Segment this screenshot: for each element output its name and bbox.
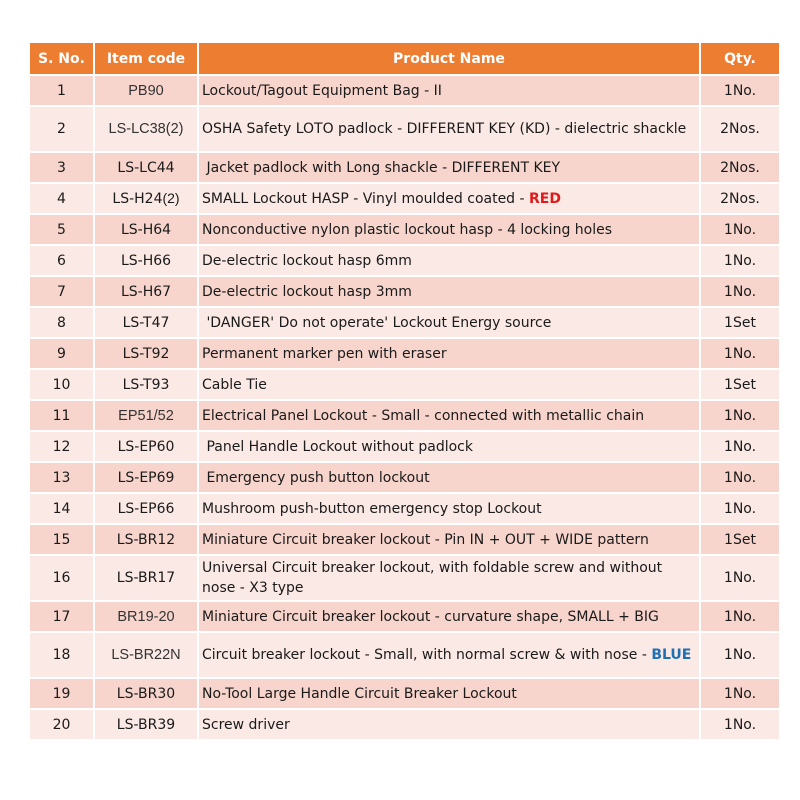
quantity: 1No. [701, 432, 779, 461]
serial-number: 10 [30, 370, 93, 399]
product-name [199, 246, 699, 275]
table-row [30, 463, 779, 492]
product-name [199, 525, 699, 554]
product-name [199, 370, 699, 399]
item-code [95, 556, 197, 600]
serial-number: 2 [30, 107, 93, 151]
serial-number: 9 [30, 339, 93, 368]
item-code [95, 76, 197, 105]
product-name-text: Emergency push button lockout [202, 469, 430, 486]
table-row [30, 633, 779, 677]
product-name-text: No-Tool Large Handle Circuit Breaker Lockout [202, 685, 517, 702]
product-name-text: Miniature Circuit breaker lockout - Pin IN + OUT + WIDE pattern [202, 531, 649, 548]
serial-number: 4 [30, 184, 93, 213]
product-table [28, 41, 781, 741]
item-code [95, 153, 197, 182]
serial-number: 12 [30, 432, 93, 461]
table-row [30, 556, 779, 600]
quantity: 1Set [701, 370, 779, 399]
serial-number: 18 [30, 633, 93, 677]
item-code-text: LS-H64 [120, 221, 172, 238]
quantity: 1No. [701, 494, 779, 523]
item-code-text: LS-LC44 [117, 159, 175, 176]
serial-number: 8 [30, 308, 93, 337]
table-row [30, 277, 779, 306]
serial-number: 15 [30, 525, 93, 554]
item-code [95, 710, 197, 739]
quantity: 1No. [701, 679, 779, 708]
item-code [95, 339, 197, 368]
product-name [199, 339, 699, 368]
item-code-text: PB90 [128, 82, 164, 99]
item-code-text: LS-LC38(2) [108, 121, 184, 137]
quantity: 1No. [701, 710, 779, 739]
item-code-text: LS-EP66 [117, 500, 175, 517]
quantity: 1No. [701, 215, 779, 244]
serial-number: 20 [30, 710, 93, 739]
item-code-text: LS-BR39 [116, 716, 176, 733]
quantity: 1No. [701, 401, 779, 430]
item-code-text: LS-EP69 [117, 469, 175, 486]
table-row [30, 602, 779, 631]
quantity: 2Nos. [701, 153, 779, 182]
product-name [199, 556, 699, 600]
quantity: 2Nos. [701, 107, 779, 151]
item-code [95, 184, 197, 213]
serial-number: 6 [30, 246, 93, 275]
table-row [30, 494, 779, 523]
item-code [95, 107, 197, 151]
product-name-text: Nonconductive nylon plastic lockout hasp - 4 locking holes [202, 221, 613, 238]
product-name [199, 153, 699, 182]
table-row [30, 432, 779, 461]
serial-number: 1 [30, 76, 93, 105]
quantity: 1No. [701, 277, 779, 306]
quantity: 1Set [701, 308, 779, 337]
product-name [199, 277, 699, 306]
product-name-text: SMALL Lockout HASP - Vinyl moulded coated - [202, 190, 530, 207]
item-code [95, 401, 197, 430]
serial-number: 5 [30, 215, 93, 244]
table-row [30, 76, 779, 105]
serial-number: 7 [30, 277, 93, 306]
product-name-text: 'DANGER' Do not operate' Lockout Energy source [202, 314, 552, 331]
header-product-name: Product Name [199, 43, 699, 74]
product-name [199, 432, 699, 461]
table-row [30, 370, 779, 399]
serial-number: 13 [30, 463, 93, 492]
product-name-text: De-electric lockout hasp 6mm [202, 252, 412, 269]
table-row [30, 525, 779, 554]
item-code-text: BR19-20 [117, 608, 175, 625]
product-name [199, 401, 699, 430]
product-name [199, 494, 699, 523]
product-name-text: Miniature Circuit breaker lockout - curvature shape, SMALL + BIG [202, 608, 659, 625]
color-highlight: BLUE [651, 647, 692, 663]
product-name [199, 463, 699, 492]
table-row [30, 679, 779, 708]
product-name [199, 215, 699, 244]
quantity: 1No. [701, 602, 779, 631]
item-code-text: LS-BR12 [116, 531, 176, 548]
header-sno: S. No. [30, 43, 93, 74]
table-row [30, 215, 779, 244]
item-code-text: LS-BR17 [116, 570, 176, 586]
table-row [30, 339, 779, 368]
item-code [95, 432, 197, 461]
product-name [199, 184, 699, 213]
serial-number: 19 [30, 679, 93, 708]
item-code-text: LS-T47 [122, 314, 170, 331]
item-code-text: LS-H67 [120, 283, 172, 300]
serial-number: 11 [30, 401, 93, 430]
table-row [30, 184, 779, 213]
product-name [199, 602, 699, 631]
serial-number: 14 [30, 494, 93, 523]
product-name [199, 679, 699, 708]
quantity: 1No. [701, 246, 779, 275]
product-name-text: Electrical Panel Lockout - Small - connected with metallic chain [202, 407, 645, 424]
product-name-text: Circuit breaker lockout - Small, with normal screw & with nose - [202, 647, 652, 663]
item-code [95, 215, 197, 244]
quantity: 2Nos. [701, 184, 779, 213]
table-row [30, 153, 779, 182]
serial-number: 16 [30, 556, 93, 600]
color-highlight: RED [529, 190, 561, 207]
table-row [30, 246, 779, 275]
quantity: 1No. [701, 339, 779, 368]
product-name-text: De-electric lockout hasp 3mm [202, 283, 412, 300]
quantity: 1Set [701, 525, 779, 554]
item-code-text: LS-T92 [122, 345, 170, 362]
item-code-text: LS-H66 [120, 252, 172, 269]
table-row [30, 401, 779, 430]
serial-number: 3 [30, 153, 93, 182]
quantity: 1No. [701, 76, 779, 105]
item-code-suffix: (2) [162, 190, 180, 206]
quantity: 1No. [701, 463, 779, 492]
product-name-text: Lockout/Tagout Equipment Bag - II [202, 82, 442, 99]
product-name-text: Permanent marker pen with eraser [202, 345, 447, 362]
item-code [95, 308, 197, 337]
item-code [95, 370, 197, 399]
serial-number: 17 [30, 602, 93, 631]
product-name-text: OSHA Safety LOTO padlock - DIFFERENT KEY (KD) - dielectric shackle [202, 121, 687, 137]
item-code [95, 602, 197, 631]
table-row [30, 107, 779, 151]
product-name-text: Jacket padlock with Long shackle - DIFFERENT KEY [202, 159, 561, 176]
product-name [199, 308, 699, 337]
product-name-text: Universal Circuit breaker lockout, with foldable screw and without nose - X3 type [202, 560, 667, 596]
item-code-text: LS-T93 [122, 376, 170, 393]
header-row [30, 43, 779, 74]
product-name-text: Mushroom push-button emergency stop Lockout [202, 500, 542, 517]
header-qty: Qty. [701, 43, 779, 74]
item-code [95, 633, 197, 677]
item-code [95, 246, 197, 275]
item-code-text: LS-BR22N [111, 647, 181, 663]
product-name [199, 633, 699, 677]
quantity: 1No. [701, 633, 779, 677]
header-item-code: Item code [95, 43, 197, 74]
product-name [199, 76, 699, 105]
item-code [95, 525, 197, 554]
item-code-text: LS-EP60 [117, 438, 175, 455]
table-row [30, 710, 779, 739]
quantity: 1No. [701, 556, 779, 600]
item-code-text: LS-H24 [112, 191, 163, 207]
product-name [199, 710, 699, 739]
product-name [199, 107, 699, 151]
table-row [30, 308, 779, 337]
item-code [95, 463, 197, 492]
item-code [95, 679, 197, 708]
item-code-text: LS-BR30 [116, 685, 176, 702]
item-code [95, 494, 197, 523]
product-name-text: Panel Handle Lockout without padlock [202, 438, 473, 455]
product-name-text: Screw driver [202, 716, 290, 733]
item-code [95, 277, 197, 306]
product-name-text: Cable Tie [202, 376, 267, 393]
item-code-text: EP51/52 [118, 407, 174, 424]
